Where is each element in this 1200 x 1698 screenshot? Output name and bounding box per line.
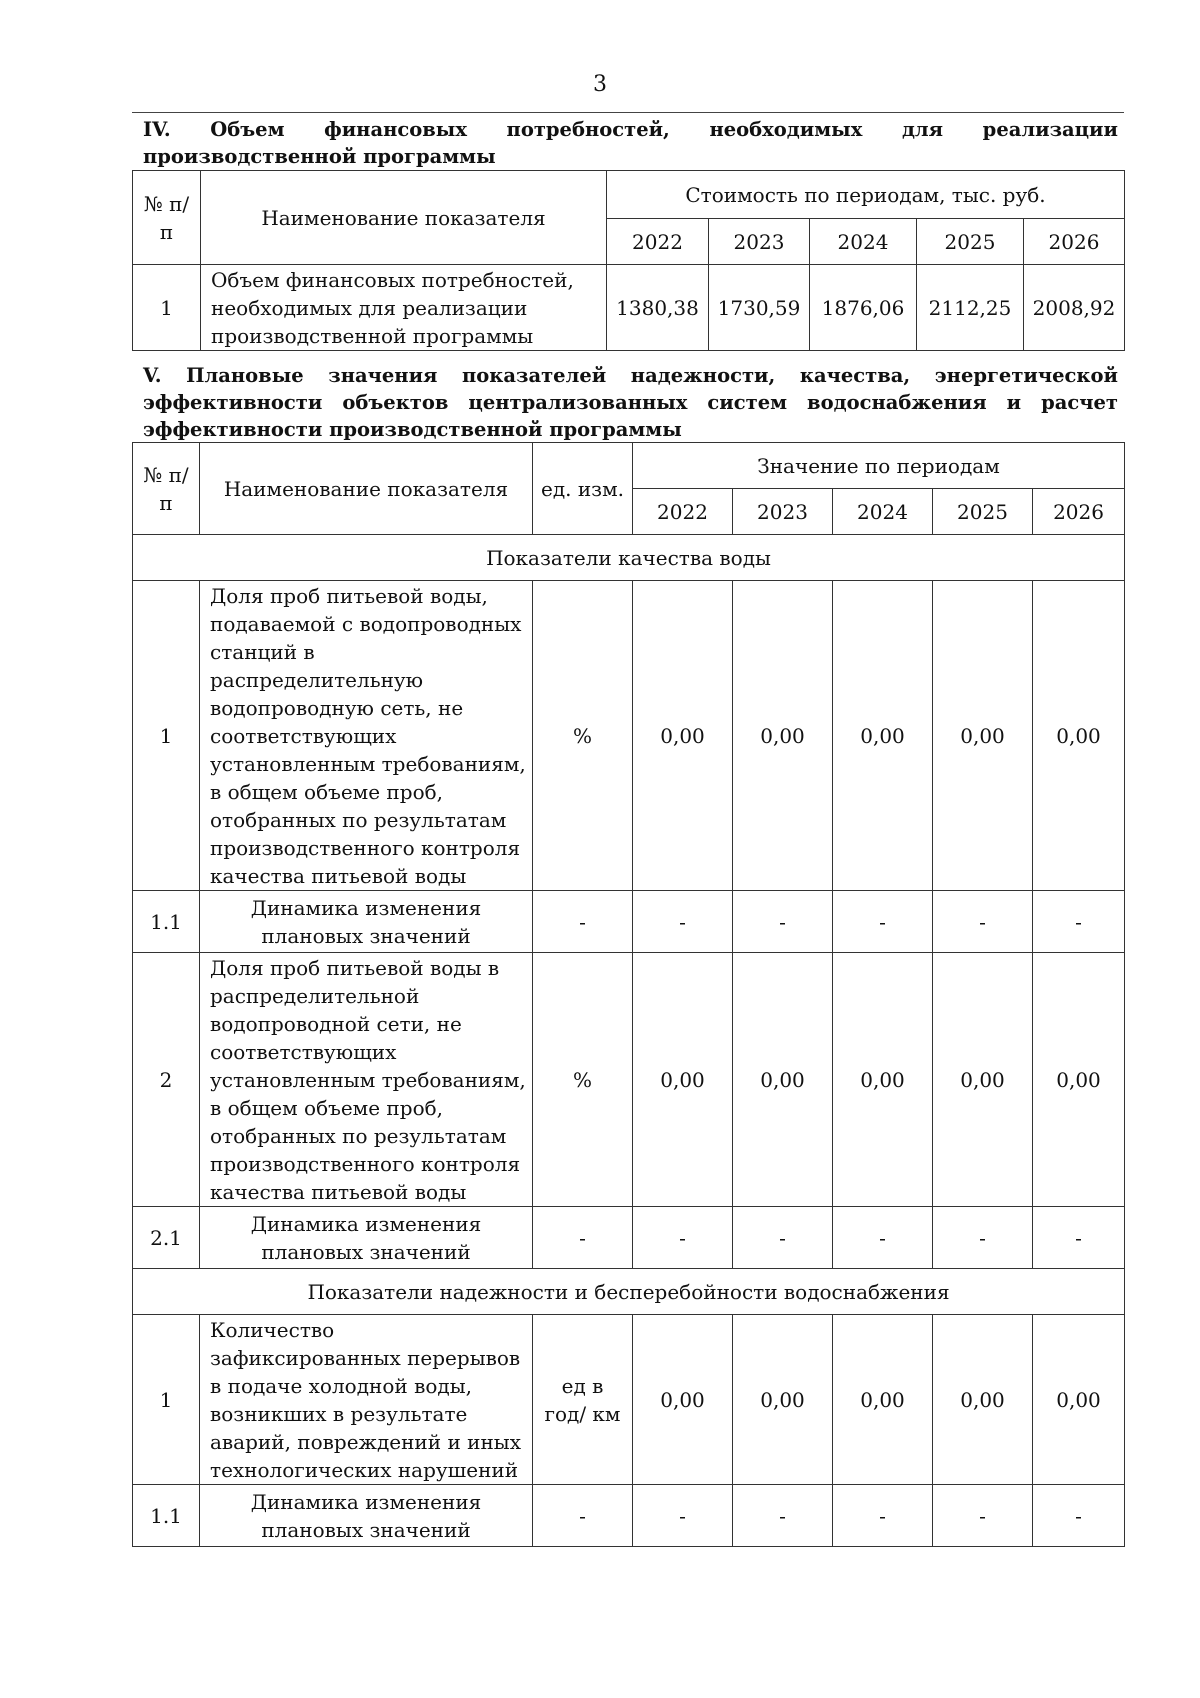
- row-value: 2008,92: [1024, 265, 1125, 351]
- header-year: 2025: [917, 219, 1024, 265]
- row-num: 1.1: [133, 891, 200, 953]
- row-value: -: [933, 1207, 1033, 1269]
- row-num: 1: [133, 581, 200, 891]
- row-value: 1380,38: [607, 265, 709, 351]
- row-value: -: [733, 1485, 833, 1547]
- row-value: -: [733, 1207, 833, 1269]
- row-value: -: [1033, 891, 1125, 953]
- indicators-table: [132, 442, 1125, 1547]
- row-value: -: [1033, 1207, 1125, 1269]
- header-year: 2023: [709, 219, 810, 265]
- header-cost: Стоимость по периодам, тыс. руб.: [607, 171, 1125, 219]
- row-num: 1.1: [133, 1485, 200, 1547]
- financial-needs-table: [132, 170, 1125, 351]
- header-name: Наименование показателя: [201, 171, 607, 265]
- header-year: 2022: [607, 219, 709, 265]
- group-title-quality: Показатели качества воды: [133, 535, 1125, 581]
- row-name: Доля проб питьевой воды в распределительной водопроводной сети, не соответствующих установленным требованиям, в общем объеме проб, отобранных по результатам производственного контроля качества питьевой воды: [200, 953, 533, 1207]
- row-unit: ед в год/ км: [533, 1315, 633, 1485]
- header-values: Значение по периодам: [633, 443, 1125, 489]
- header-year: 2023: [733, 489, 833, 535]
- row-unit: -: [533, 1485, 633, 1547]
- row-value: 0,00: [733, 953, 833, 1207]
- row-value: -: [1033, 1485, 1125, 1547]
- row-unit: -: [533, 1207, 633, 1269]
- row-name: Динамика изменения плановых значений: [200, 1207, 533, 1269]
- row-value: 0,00: [933, 953, 1033, 1207]
- row-value: 2112,25: [917, 265, 1024, 351]
- row-name: Динамика изменения плановых значений: [200, 891, 533, 953]
- row-num: 1: [133, 1315, 200, 1485]
- header-year: 2026: [1024, 219, 1125, 265]
- row-value: 0,00: [633, 1315, 733, 1485]
- group-title-reliability: Показатели надежности и бесперебойности водоснабжения: [133, 1269, 1125, 1315]
- row-value: 0,00: [933, 1315, 1033, 1485]
- row-value: 1876,06: [810, 265, 917, 351]
- row-value: -: [933, 891, 1033, 953]
- row-num: 1: [133, 265, 201, 351]
- row-unit: -: [533, 891, 633, 953]
- header-rule: [132, 112, 1124, 113]
- header-unit: ед. изм.: [533, 443, 633, 535]
- section-5-title: V. Плановые значения показателей надежности, качества, энергетической эффективности объектов централизованных систем водоснабжения и расчет эффективности производственной программы: [143, 364, 1118, 441]
- row-value: 0,00: [633, 581, 733, 891]
- header-num: № п/п: [133, 171, 201, 265]
- row-value: 0,00: [833, 953, 933, 1207]
- row-value: -: [833, 891, 933, 953]
- row-name: Количество зафиксированных перерывов в подаче холодной воды, возникших в результате аварий, повреждений и иных технологических нарушений: [200, 1315, 533, 1485]
- header-year: 2022: [633, 489, 733, 535]
- section-4-title: IV. Объем финансовых потребностей, необходимых для реализации производственной программы: [143, 118, 1118, 168]
- row-value: -: [833, 1207, 933, 1269]
- page-number: 3: [593, 72, 607, 97]
- row-value: 0,00: [633, 953, 733, 1207]
- row-unit: %: [533, 581, 633, 891]
- row-num: 2.1: [133, 1207, 200, 1269]
- row-value: 0,00: [733, 1315, 833, 1485]
- row-value: 0,00: [1033, 953, 1125, 1207]
- row-value: -: [633, 1207, 733, 1269]
- row-value: 0,00: [833, 1315, 933, 1485]
- row-value: -: [933, 1485, 1033, 1547]
- row-name: Доля проб питьевой воды, подаваемой с водопроводных станций в распределительную водопроводную сеть, не соответствующих установленным требованиям, в общем объеме проб, отобранных по результатам производственного контроля качества питьевой воды: [200, 581, 533, 891]
- row-value: 0,00: [1033, 581, 1125, 891]
- header-year: 2024: [833, 489, 933, 535]
- header-num: № п/п: [133, 443, 200, 535]
- row-value: 0,00: [733, 581, 833, 891]
- row-value: 0,00: [833, 581, 933, 891]
- row-name: Объем финансовых потребностей, необходимых для реализации производственной программы: [201, 265, 607, 351]
- row-unit: %: [533, 953, 633, 1207]
- row-value: 1730,59: [709, 265, 810, 351]
- row-value: -: [833, 1485, 933, 1547]
- header-year: 2024: [810, 219, 917, 265]
- row-num: 2: [133, 953, 200, 1207]
- row-value: -: [633, 891, 733, 953]
- row-value: 0,00: [933, 581, 1033, 891]
- row-value: -: [633, 1485, 733, 1547]
- row-value: -: [733, 891, 833, 953]
- header-name: Наименование показателя: [200, 443, 533, 535]
- header-year: 2026: [1033, 489, 1125, 535]
- header-year: 2025: [933, 489, 1033, 535]
- row-value: 0,00: [1033, 1315, 1125, 1485]
- row-name: Динамика изменения плановых значений: [200, 1485, 533, 1547]
